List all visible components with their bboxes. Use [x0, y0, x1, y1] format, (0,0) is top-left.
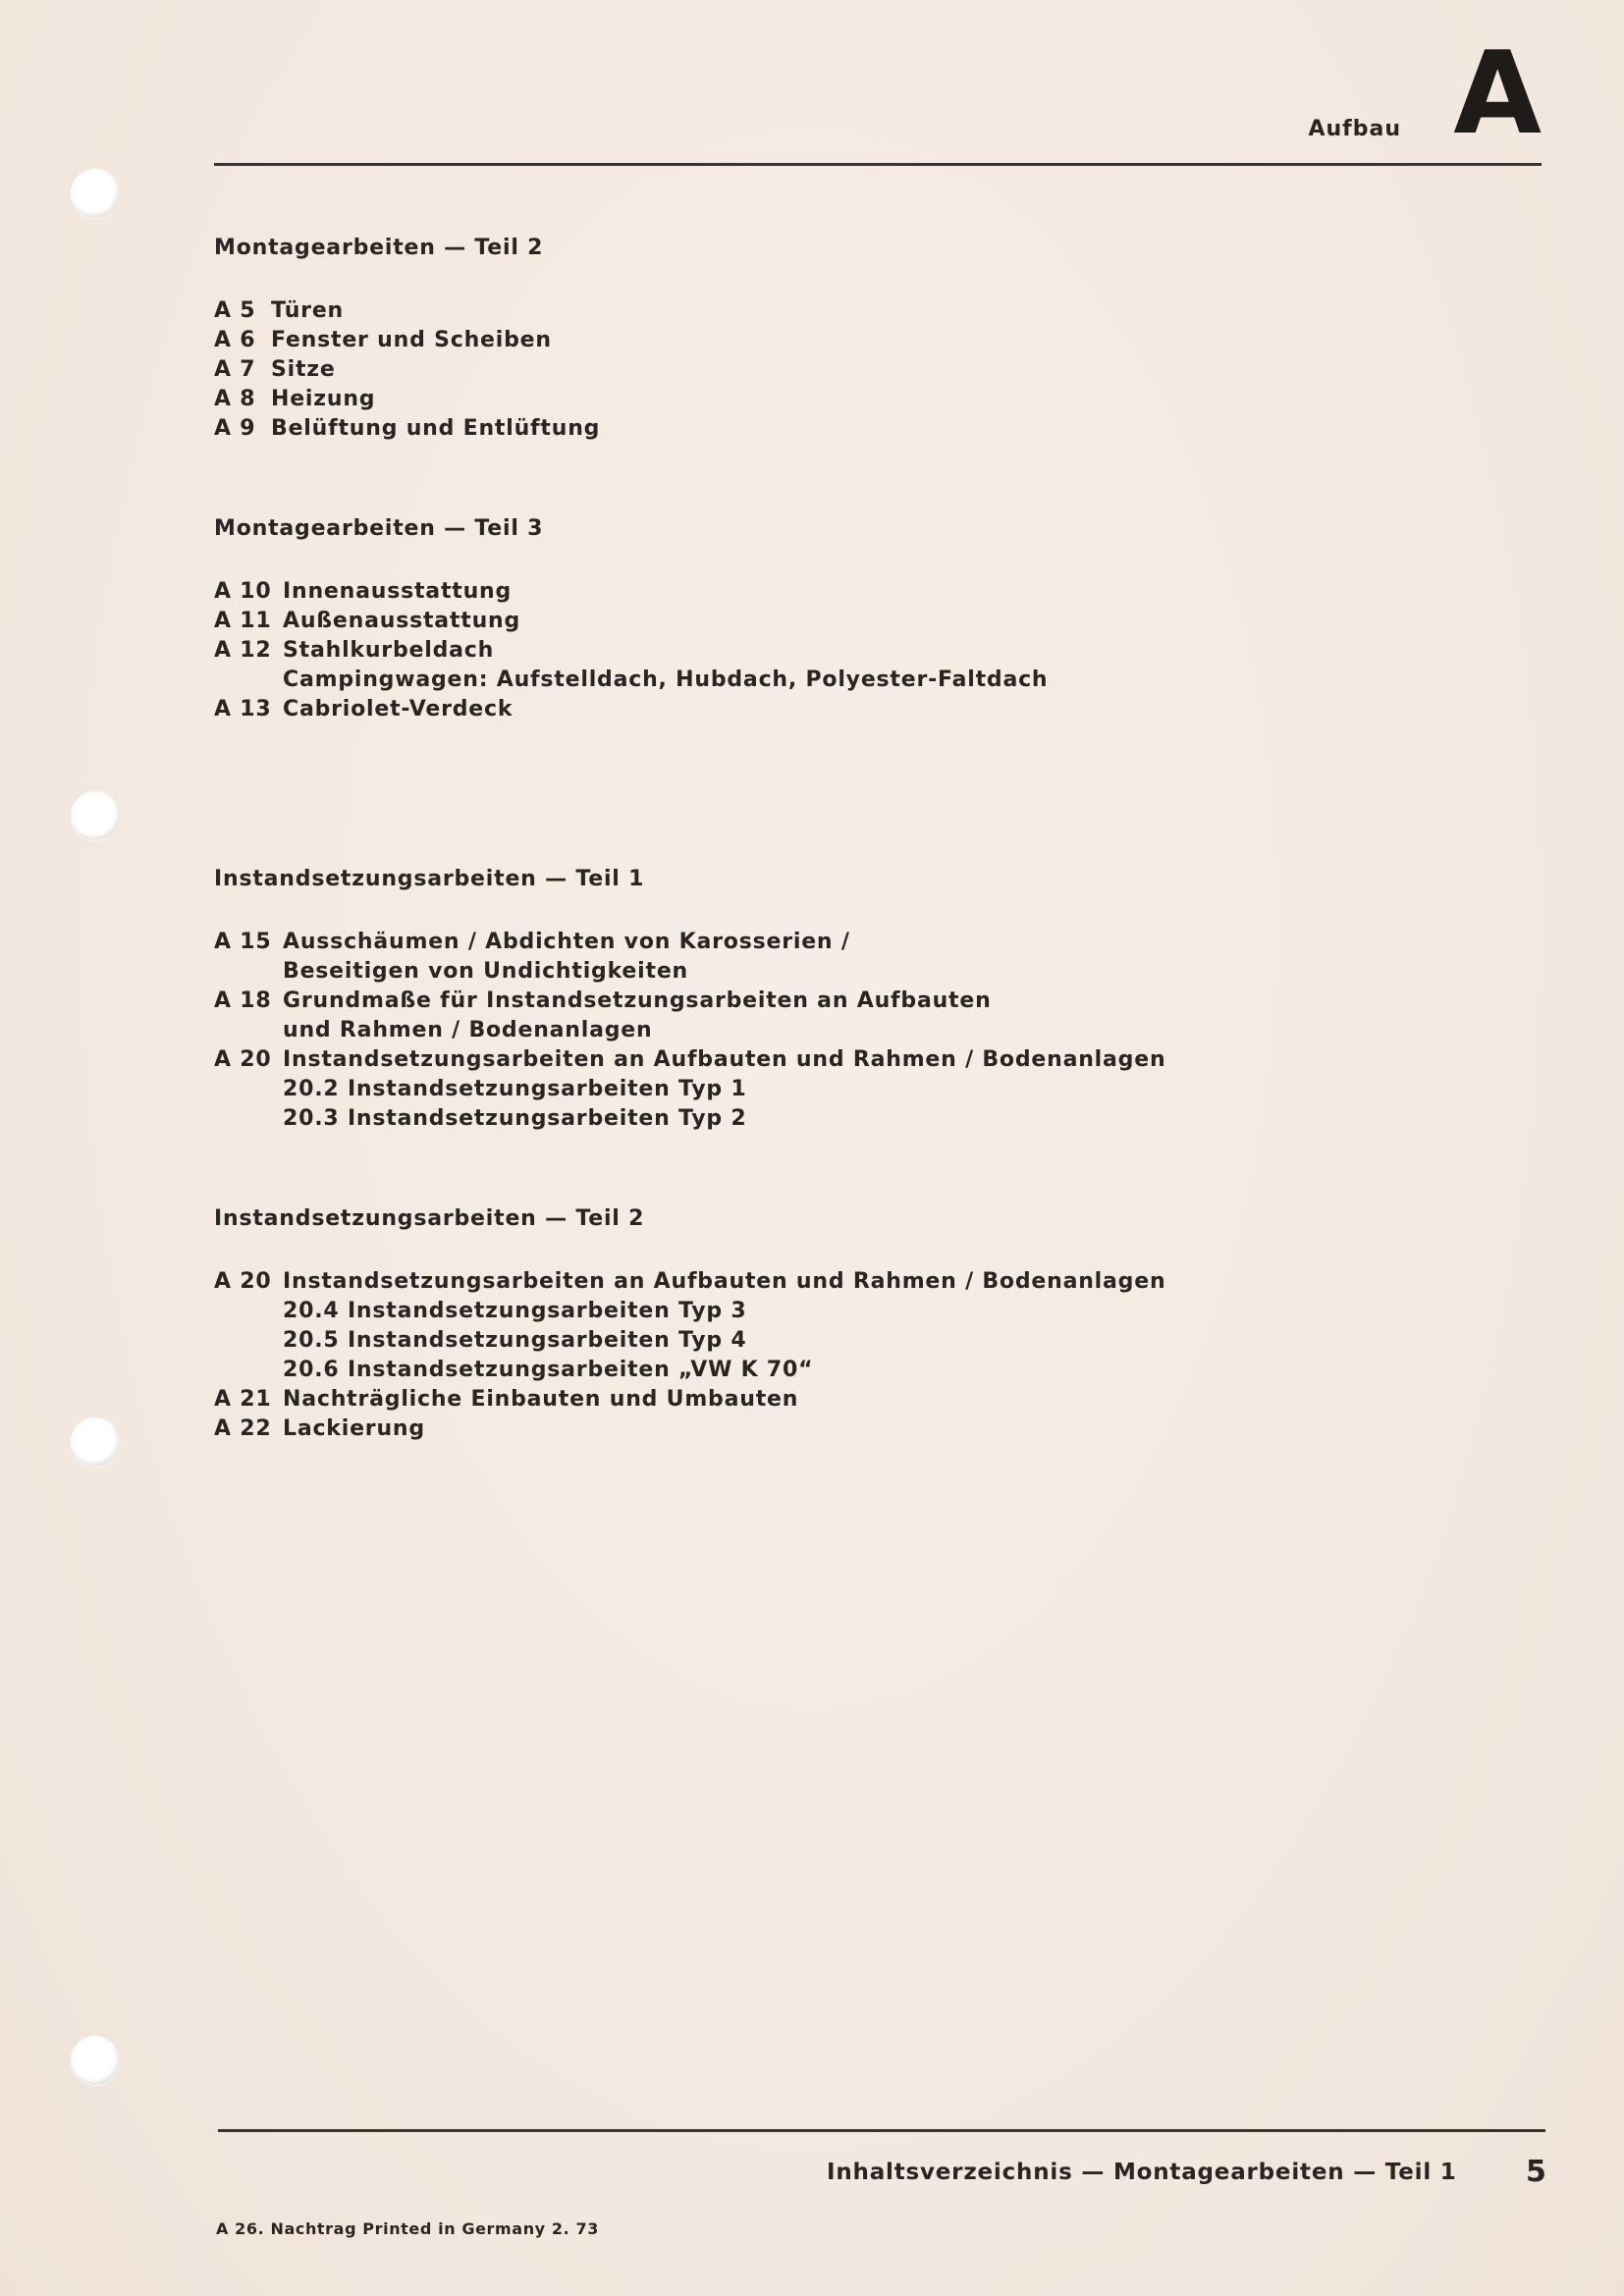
- entry-code: [214, 666, 283, 695]
- toc-entry: [214, 928, 1412, 957]
- entry-title: Fenster und Scheiben: [271, 328, 552, 352]
- toc-subentry: [214, 1075, 1412, 1104]
- toc-list: [214, 928, 1412, 1134]
- footer-rule: [218, 2129, 1545, 2132]
- entry-title: Grundmaße für Instandsetzungsarbeiten an Aufbauten: [283, 988, 992, 1013]
- entry-title: Innenausstattung: [283, 579, 513, 604]
- entry-title: Stahlkurbeldach: [283, 638, 495, 663]
- entry-title: Lackierung: [283, 1416, 425, 1441]
- toc-entry: [214, 1415, 1412, 1444]
- toc-subentry: [214, 1356, 1412, 1385]
- entry-title: Beseitigen von Undichtigkeiten: [283, 959, 688, 984]
- entry-code: [214, 1326, 283, 1356]
- entry-title: Instandsetzungsarbeiten an Aufbauten und Rahmen / Bodenanlagen: [283, 1269, 1166, 1294]
- toc-entry: [214, 414, 1412, 444]
- toc-entry: [214, 987, 1412, 1016]
- section-heading: Instandsetzungsarbeiten — Teil 2: [214, 1206, 645, 1231]
- toc-section: [214, 1204, 1412, 1444]
- toc-entry: [214, 636, 1412, 666]
- toc-section: [214, 514, 1412, 724]
- entry-code: [214, 1356, 283, 1385]
- toc-entry-continuation: [214, 957, 1412, 987]
- entry-title: 20.4 Instandsetzungsarbeiten Typ 3: [283, 1299, 747, 1323]
- entry-code: A 21: [214, 1387, 272, 1412]
- entry-code: [214, 1104, 283, 1134]
- toc-list: [214, 296, 1412, 444]
- entry-code: A 18: [214, 988, 272, 1013]
- entry-code: [214, 957, 283, 987]
- entry-title: Heizung: [271, 387, 376, 411]
- entry-title: Cabriolet-Verdeck: [283, 697, 514, 721]
- toc-entry: [214, 695, 1412, 724]
- entry-title: Außenausstattung: [283, 609, 521, 633]
- entry-code: A 12: [214, 638, 272, 663]
- entry-code: A 22: [214, 1416, 272, 1441]
- header-title: Aufbau: [1308, 117, 1401, 141]
- section-heading: Instandsetzungsarbeiten — Teil 1: [214, 867, 645, 891]
- entry-code: [214, 1075, 283, 1104]
- entry-code: A 7: [214, 357, 256, 382]
- punch-hole: [71, 2036, 120, 2085]
- entry-code: A 20: [214, 1269, 272, 1294]
- entry-title: und Rahmen / Bodenanlagen: [283, 1018, 653, 1042]
- footer-title: Inhaltsverzeichnis — Montagearbeiten — Teil 1: [827, 2160, 1457, 2185]
- toc-entry: [214, 1045, 1412, 1075]
- entry-title: Nachträgliche Einbauten und Umbauten: [283, 1387, 799, 1412]
- toc-entry: [214, 607, 1412, 636]
- entry-title: Instandsetzungsarbeiten an Aufbauten und Rahmen / Bodenanlagen: [283, 1047, 1166, 1072]
- section-letter: A: [1453, 27, 1542, 160]
- punch-hole: [71, 169, 120, 218]
- entry-code: [214, 1297, 283, 1326]
- toc-entry: [214, 1267, 1412, 1297]
- toc-section: [214, 865, 1412, 1134]
- entry-code: A 11: [214, 609, 272, 633]
- entry-code: A 20: [214, 1047, 272, 1072]
- entry-title: Belüftung und Entlüftung: [271, 416, 601, 441]
- entry-title: 20.3 Instandsetzungsarbeiten Typ 2: [283, 1106, 747, 1131]
- entry-title: 20.6 Instandsetzungsarbeiten „VW K 70“: [283, 1358, 814, 1382]
- print-line: A 26. Nachtrag Printed in Germany 2. 73: [216, 2219, 599, 2238]
- punch-hole: [71, 791, 120, 840]
- entry-title: Sitze: [271, 357, 336, 382]
- entry-title: Campingwagen: Aufstelldach, Hubdach, Polyester-Faltdach: [283, 667, 1049, 692]
- entry-title: 20.2 Instandsetzungsarbeiten Typ 1: [283, 1077, 747, 1101]
- toc-list: [214, 1267, 1412, 1444]
- entry-code: [214, 1016, 283, 1045]
- toc-entry: [214, 577, 1412, 607]
- toc-entry: [214, 385, 1412, 414]
- page-number: 5: [1526, 2155, 1546, 2189]
- toc-section: [214, 234, 1412, 444]
- section-heading: Montagearbeiten — Teil 3: [214, 516, 544, 541]
- entry-title: Ausschäumen / Abdichten von Karosserien /: [283, 930, 850, 954]
- entry-code: A 5: [214, 298, 256, 323]
- toc-entry: [214, 355, 1412, 385]
- entry-code: A 6: [214, 328, 256, 352]
- entry-code: A 15: [214, 930, 272, 954]
- entry-title: Türen: [271, 298, 345, 323]
- toc-entry: [214, 1385, 1412, 1415]
- entry-code: A 8: [214, 387, 256, 411]
- toc-entry: [214, 296, 1412, 326]
- toc-subentry: [214, 1297, 1412, 1326]
- punch-hole: [71, 1417, 120, 1467]
- entry-code: A 10: [214, 579, 272, 604]
- entry-code: A 13: [214, 697, 272, 721]
- toc-subentry: [214, 1104, 1412, 1134]
- section-heading: Montagearbeiten — Teil 2: [214, 236, 544, 260]
- toc-entry-continuation: [214, 1016, 1412, 1045]
- toc-entry-continuation: [214, 666, 1412, 695]
- toc-list: [214, 577, 1412, 724]
- header-rule: [214, 163, 1542, 166]
- entry-title: 20.5 Instandsetzungsarbeiten Typ 4: [283, 1328, 747, 1353]
- entry-code: A 9: [214, 416, 256, 441]
- toc-entry: [214, 326, 1412, 355]
- toc-subentry: [214, 1326, 1412, 1356]
